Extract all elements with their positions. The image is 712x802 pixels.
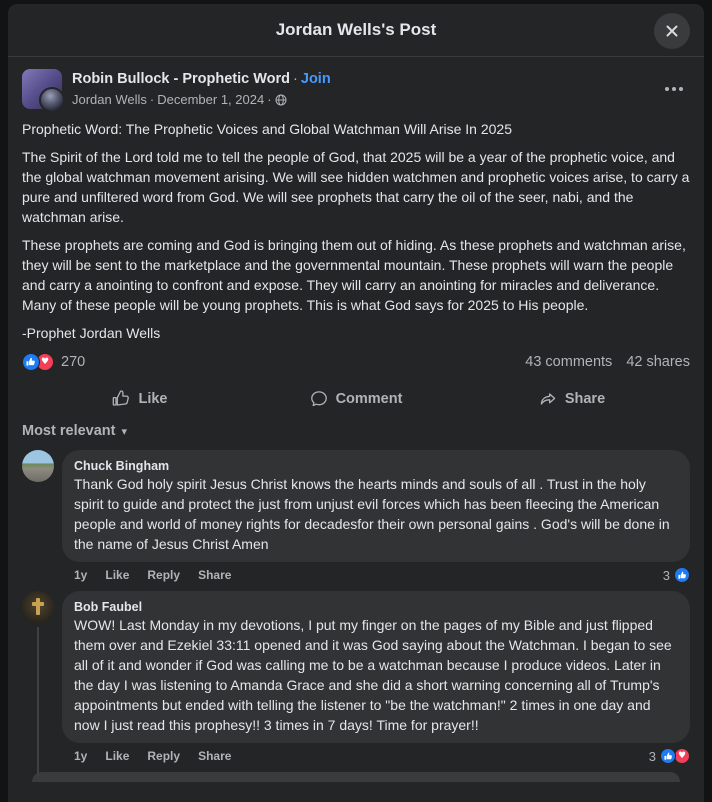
comment-bubble — [62, 591, 690, 743]
post-date: December 1, 2024 — [157, 92, 265, 107]
dot-separator: · — [293, 71, 298, 87]
comment-like-link[interactable]: Like — [105, 568, 130, 582]
comments-count[interactable]: 43 comments — [525, 354, 613, 370]
post-options-button[interactable] — [658, 73, 690, 105]
post-byline — [72, 91, 658, 108]
chevron-down-icon: ▾ — [121, 425, 128, 438]
comment-reaction-badge[interactable]: 3 — [663, 567, 690, 583]
comment-share-link[interactable]: Share — [198, 749, 232, 763]
post-paragraph: The Spirit of the Lord told me to tell the people of God, that 2025 will be a year of the prophetic voice, and the global watchman movement arising. We will see hidden watchmen and prophetic voices arise, to carry a pure and unfiltered word from God. We will see prophets that carry the oil of the seer, nabi, and the watchman arise. — [22, 149, 690, 225]
comment-bubble — [62, 450, 690, 562]
dot-separator: · — [267, 92, 272, 107]
dialog-title: Jordan Wells's Post — [275, 20, 437, 39]
comment-sort-dropdown[interactable]: Most relevant ▾ — [22, 423, 128, 439]
comment-reaction-badge[interactable]: 3 ♥ — [649, 748, 690, 764]
author-avatar — [39, 87, 65, 113]
next-row-cutoff — [32, 772, 680, 782]
comment-reply-link[interactable]: Reply — [147, 568, 181, 582]
comment-footer — [74, 748, 690, 764]
group-avatar[interactable] — [22, 69, 62, 109]
post-text — [22, 119, 690, 343]
dot-separator: · — [149, 92, 155, 107]
like-button[interactable]: Like — [32, 383, 248, 415]
love-reaction-icon: ♥ — [36, 353, 54, 371]
love-reaction-icon: ♥ — [674, 748, 690, 764]
group-name-link[interactable]: Robin Bullock - Prophetic Word — [72, 71, 291, 87]
close-icon — [663, 22, 681, 40]
post-paragraph: Prophetic Word: The Prophetic Voices and Global Watchman Will Arise In 2025 — [22, 121, 512, 137]
like-reaction-icon — [660, 748, 676, 764]
comment-icon — [310, 390, 328, 408]
post-paragraph: These prophets are coming and God is bringing them out of hiding. As these prophets and watchman arise, they will be sent to the marketplace and the governmental mountain. These prophets will warn the people and carry a anointing to confront and expose. They will carry an anointing for miracles and deliverance. Many of these people will be young prophets. This is what God says for 2025 to His people. — [22, 237, 686, 313]
share-button[interactable]: Share — [464, 383, 680, 415]
commenter-avatar[interactable] — [22, 450, 54, 482]
post-header — [22, 69, 690, 109]
ellipsis-icon — [665, 87, 669, 91]
reaction-summary-row — [22, 351, 690, 373]
like-reaction-icon — [674, 567, 690, 583]
post-meta — [72, 69, 658, 108]
reaction-icons[interactable] — [22, 353, 54, 371]
post — [8, 57, 704, 417]
reaction-count[interactable]: 270 — [61, 354, 86, 370]
comment-button[interactable]: Comment — [248, 383, 464, 415]
comment-age[interactable]: 1y — [74, 568, 88, 582]
comment-footer — [74, 567, 690, 583]
comment — [22, 450, 690, 583]
author-name-link[interactable]: Jordan Wells — [72, 92, 147, 107]
comment-like-link[interactable]: Like — [105, 749, 130, 763]
action-bar — [22, 381, 690, 417]
comment-text: WOW! Last Monday in my devotions, I put my finger on the pages of my Bible and just flipped them over and Ezekiel 33:11 opened and it was God saying about the Watchman. I began to see all of it and wonder if God was calling me to be a watchman because I produce videos. Later in the day I was listening to Amanda Grace and she did a short warning concerning all of Trump's appointments but ended with telling the listener to "be the watchman!" 2 times in one day and now I just read this prophesy!! 3 times in 7 days! Time for prayer!! — [74, 617, 672, 733]
cross-icon — [36, 598, 40, 615]
join-link[interactable]: Join — [300, 71, 331, 87]
close-button[interactable] — [654, 13, 690, 49]
globe-privacy-icon — [275, 94, 287, 106]
comment — [22, 591, 690, 764]
shares-count[interactable]: 42 shares — [626, 354, 690, 370]
comments-section — [8, 440, 704, 782]
share-icon — [539, 390, 557, 408]
comment-share-link[interactable]: Share — [198, 568, 232, 582]
comment-text: Thank God holy spirit Jesus Christ knows the hearts minds and souls of all . Trust in the holy spirit to guide and protect the just from unjust evil forces which has been fleecing the American people and world of money rights for decadesfor their own personal gains . God's will be done in the name of Jesus Christ Amen — [74, 476, 670, 552]
comment-age[interactable]: 1y — [74, 749, 88, 763]
comment-reply-link[interactable]: Reply — [147, 749, 181, 763]
commenter-avatar[interactable] — [22, 591, 54, 623]
like-icon — [112, 390, 130, 408]
post-dialog — [8, 4, 704, 802]
like-reaction-icon — [22, 353, 40, 371]
commenter-name[interactable]: Bob Faubel — [74, 600, 143, 614]
dialog-header — [8, 4, 704, 57]
post-signature: -Prophet Jordan Wells — [22, 325, 161, 341]
reply-thread-line — [37, 627, 39, 776]
commenter-name[interactable]: Chuck Bingham — [74, 459, 170, 473]
